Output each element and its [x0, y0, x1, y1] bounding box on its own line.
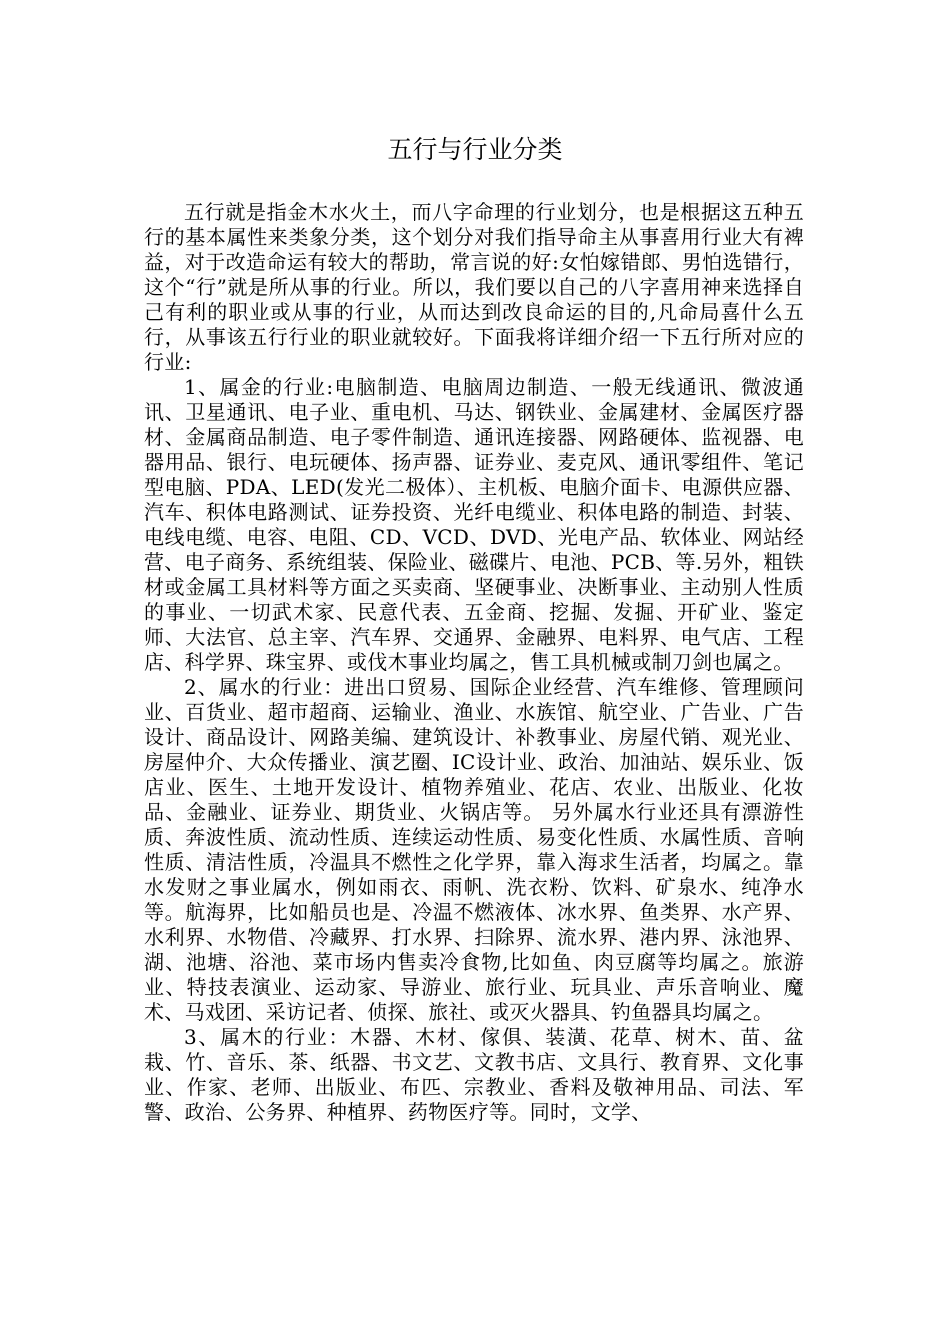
document-body [144, 200, 804, 1125]
water-industry-paragraph: 2、属水的行业：进出口贸易、国际企业经营、汽车维修、管理顾问业、百货业、超市超商、运输业、渔业、水族馆、航空业、广告业、广告设计、商品设计、网路美编、建筑设计、补教事业、房屋代销、观光业、房屋仲介、大众传播业、演艺圈、IC设计业、政治、加油站、娱乐业、饭店业、医生、土地开发设计、植物养殖业、花店、农业、出版业、化妆品、金融业、证券业、期货业、火锅店等。 另外属水行业还具有漂游性质、奔波性质、流动性质、连续运动性质、易变化性质、水属性质、音响性质、清洁性质，冷温具不燃性之化学界，靠入海求生活者，均属之。靠水发财之事业属水，例如雨衣、雨帆、洗衣粉、饮料、矿泉水、纯净水等。航海界，比如船员也是、冷温不燃液体、冰水界、鱼类界、水产界、水利界、水物借、冷藏界、打水界、扫除界、流水界、港内界、泳池界、湖、池塘、浴池、菜市场内售卖冷食物,比如鱼、肉豆腐等均属之。旅游业、特技表演业、运动家、导游业、旅行业、玩具业、声乐音响业、魔术、马戏团、采访记者、侦探、旅社、或灭火器具、钓鱼器具均属之。 [144, 675, 804, 1024]
document-title: 五行与行业分类 [387, 135, 563, 164]
intro-paragraph: 五行就是指金木水火土，而八字命理的行业划分，也是根据这五种五行的基本属性来类象分类，这个划分对我们指导命主从事喜用行业大有裨益，对于改造命运有较大的帮助，常言说的好:女怕嫁错郎、男怕选错行，这个“行”就是所从事的行业。所以，我们要以自己的八字喜用神来选择自己有利的职业或从事的行业，从而达到改良命运的目的,凡命局喜什么五行，从事该五行行业的职业就较好。下面我将详细介绍一下五行所对应的行业: [144, 200, 804, 374]
metal-industry-paragraph: 1、属金的行业:电脑制造、电脑周边制造、一般无线通讯、微波通讯、卫星通讯、电子业、重电机、马达、钢铁业、金属建材、金属医疗器材、金属商品制造、电子零件制造、通讯连接器、网路硬体、监视器、电器用品、银行、电玩硬体、扬声器、证券业、麦克风、通讯零组件、笔记型电脑、PDA、LED(发光二极体）、主机板、电脑介面卡、电源供应器、汽车、积体电路测试、证券投资、光纤电缆业、积体电路的制造、封装、电线电缆、电容、电阻、CD、VCD、DVD、光电产品、软体业、网站经营、电子商务、系统组装、保险业、磁碟片、电池、PCB、等.另外，粗铁材或金属工具材料等方面之买卖商、坚硬事业、决断事业、主动别人性质的事业、一切武术家、民意代表、五金商、挖掘、发掘、开矿业、鉴定师、大法官、总主宰、汽车界、交通界、金融界、电料界、电气店、工程店、科学界、珠宝界、或伐木事业均属之，售工具机械或制刀剑也属之。 [144, 375, 805, 674]
wood-industry-paragraph: 3、属木的行业：木器、木材、傢俱、装潢、花草、树木、苗、盆栽、竹、音乐、茶、纸器、书文艺、文教书店、文具行、教育界、文化事业、作家、老师、出版业、布匹、宗教业、香料及敬神用品、司法、军警、政治、公务界、种植界、药物医疗等。同时，文学、 [144, 1025, 804, 1124]
